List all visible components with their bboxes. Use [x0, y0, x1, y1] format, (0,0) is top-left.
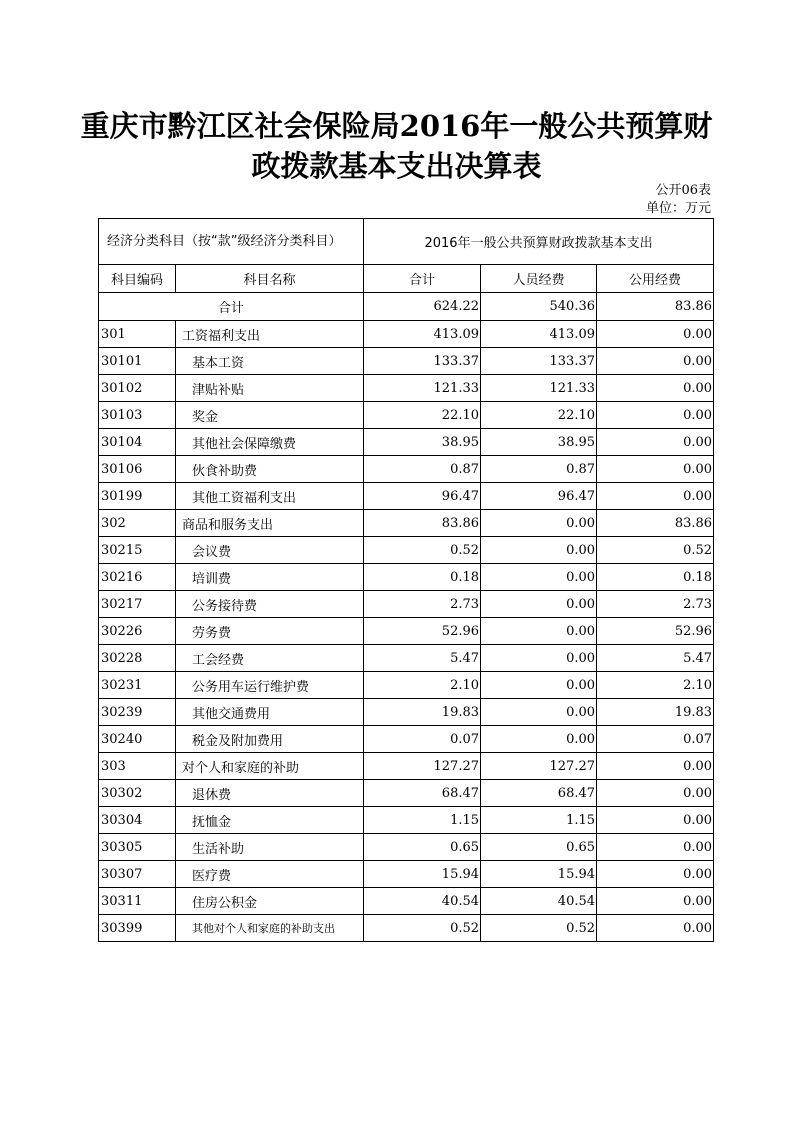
row-code: 30217 [99, 591, 176, 618]
table-row [99, 915, 714, 942]
row-name: 奖金 [176, 402, 364, 429]
row-total: 40.54 [364, 888, 481, 915]
row-total: 413.09 [364, 321, 481, 348]
public-header: 公用经费 [597, 265, 714, 293]
econ-category-header: 经济分类科目（按“款”级经济分类科目） [99, 219, 364, 265]
row-total: 52.96 [364, 618, 481, 645]
table-row [99, 510, 714, 537]
table-row [99, 699, 714, 726]
row-personnel: 413.09 [481, 321, 597, 348]
row-code: 30305 [99, 834, 176, 861]
row-code: 30399 [99, 915, 176, 942]
row-personnel: 38.95 [481, 429, 597, 456]
budget-heading: 2016年一般公共预算财政拨款基本支出 [364, 219, 714, 265]
table-row [99, 861, 714, 888]
row-code: 30102 [99, 375, 176, 402]
table-row [99, 888, 714, 915]
row-public: 0.00 [597, 888, 714, 915]
row-personnel: 0.00 [481, 618, 597, 645]
row-total: 0.87 [364, 456, 481, 483]
row-total: 68.47 [364, 780, 481, 807]
row-personnel: 1.15 [481, 807, 597, 834]
table-row [99, 726, 714, 753]
table-row [99, 834, 714, 861]
row-code: 30304 [99, 807, 176, 834]
row-public: 0.00 [597, 807, 714, 834]
row-personnel: 0.00 [481, 672, 597, 699]
row-name: 伙食补助费 [176, 456, 364, 483]
row-personnel: 15.94 [481, 861, 597, 888]
unit-label: 单位：万元 [645, 201, 711, 216]
row-personnel: 0.00 [481, 726, 597, 753]
table-row [99, 672, 714, 699]
row-personnel: 96.47 [481, 483, 597, 510]
row-total: 15.94 [364, 861, 481, 888]
row-code: 30215 [99, 537, 176, 564]
row-total: 83.86 [364, 510, 481, 537]
row-total: 127.27 [364, 753, 481, 780]
total-row [99, 293, 714, 321]
report-title-line1: 重庆市黔江区社会保险局2016年一般公共预算财 [80, 109, 713, 143]
table-row [99, 321, 714, 348]
row-name: 培训费 [176, 564, 364, 591]
row-total: 133.37 [364, 348, 481, 375]
row-total: 0.52 [364, 537, 481, 564]
row-public: 0.18 [597, 564, 714, 591]
row-name: 住房公积金 [176, 888, 364, 915]
row-total: 0.65 [364, 834, 481, 861]
row-personnel: 121.33 [481, 375, 597, 402]
table-row [99, 753, 714, 780]
table-number: 公开06表 [655, 183, 711, 198]
row-personnel: 127.27 [481, 753, 597, 780]
row-personnel: 0.87 [481, 456, 597, 483]
row-public: 0.00 [597, 321, 714, 348]
row-code: 30106 [99, 456, 176, 483]
row-total: 0.18 [364, 564, 481, 591]
table-row [99, 375, 714, 402]
row-code: 303 [99, 753, 176, 780]
row-code: 30311 [99, 888, 176, 915]
row-name: 基本工资 [176, 348, 364, 375]
row-personnel: 0.00 [481, 699, 597, 726]
row-code: 30216 [99, 564, 176, 591]
row-name: 商品和服务支出 [176, 510, 364, 537]
row-name: 税金及附加费用 [176, 726, 364, 753]
row-personnel: 0.00 [481, 591, 597, 618]
personnel-header: 人员经费 [481, 265, 597, 293]
row-public: 0.00 [597, 375, 714, 402]
total-row-personnel: 540.36 [481, 293, 597, 321]
total-row-label: 合计 [99, 293, 364, 321]
row-name: 对个人和家庭的补助 [176, 753, 364, 780]
row-total: 96.47 [364, 483, 481, 510]
total-row-total: 624.22 [364, 293, 481, 321]
row-total: 121.33 [364, 375, 481, 402]
row-public: 0.00 [597, 861, 714, 888]
header-row-1 [99, 219, 714, 265]
name-header: 科目名称 [176, 265, 364, 293]
row-code: 301 [99, 321, 176, 348]
row-personnel: 0.00 [481, 645, 597, 672]
row-code: 30103 [99, 402, 176, 429]
row-personnel: 0.65 [481, 834, 597, 861]
row-public: 0.00 [597, 753, 714, 780]
row-total: 2.10 [364, 672, 481, 699]
total-row-public: 83.86 [597, 293, 714, 321]
row-code: 30228 [99, 645, 176, 672]
row-public: 2.10 [597, 672, 714, 699]
row-total: 0.52 [364, 915, 481, 942]
row-name: 公务接待费 [176, 591, 364, 618]
row-code: 30239 [99, 699, 176, 726]
row-public: 5.47 [597, 645, 714, 672]
row-personnel: 0.00 [481, 564, 597, 591]
table-row [99, 780, 714, 807]
row-personnel: 0.00 [481, 510, 597, 537]
row-public: 0.00 [597, 834, 714, 861]
header-row-2 [99, 265, 714, 293]
table-row [99, 429, 714, 456]
row-name: 工资福利支出 [176, 321, 364, 348]
table-row [99, 591, 714, 618]
row-code: 30226 [99, 618, 176, 645]
row-public: 0.07 [597, 726, 714, 753]
row-total: 19.83 [364, 699, 481, 726]
row-public: 0.00 [597, 915, 714, 942]
row-total: 5.47 [364, 645, 481, 672]
row-public: 19.83 [597, 699, 714, 726]
row-name: 其他交通费用 [176, 699, 364, 726]
row-name: 会议费 [176, 537, 364, 564]
row-name: 生活补助 [176, 834, 364, 861]
table-row [99, 456, 714, 483]
row-name: 其他社会保障缴费 [176, 429, 364, 456]
code-header: 科目编码 [99, 265, 176, 293]
table-row [99, 537, 714, 564]
row-personnel: 0.52 [481, 915, 597, 942]
row-personnel: 22.10 [481, 402, 597, 429]
row-name: 抚恤金 [176, 807, 364, 834]
table-row [99, 645, 714, 672]
row-public: 0.00 [597, 348, 714, 375]
row-name: 其他工资福利支出 [176, 483, 364, 510]
row-name: 劳务费 [176, 618, 364, 645]
row-code: 30302 [99, 780, 176, 807]
row-name: 其他对个人和家庭的补助支出 [176, 915, 364, 942]
row-code: 302 [99, 510, 176, 537]
row-name: 工会经费 [176, 645, 364, 672]
expenditure-table [98, 218, 714, 942]
row-total: 38.95 [364, 429, 481, 456]
table-row [99, 807, 714, 834]
row-public: 0.00 [597, 429, 714, 456]
row-personnel: 0.00 [481, 537, 597, 564]
row-code: 30231 [99, 672, 176, 699]
table-row [99, 402, 714, 429]
row-personnel: 133.37 [481, 348, 597, 375]
row-name: 医疗费 [176, 861, 364, 888]
row-public: 0.00 [597, 483, 714, 510]
table-row [99, 618, 714, 645]
row-public: 0.00 [597, 456, 714, 483]
row-public: 2.73 [597, 591, 714, 618]
row-total: 22.10 [364, 402, 481, 429]
row-code: 30307 [99, 861, 176, 888]
row-public: 83.86 [597, 510, 714, 537]
table-row [99, 348, 714, 375]
row-name: 退休费 [176, 780, 364, 807]
report-title-line2: 政拨款基本支出决算表 [251, 149, 542, 183]
row-public: 0.00 [597, 402, 714, 429]
row-name: 津贴补贴 [176, 375, 364, 402]
total-header: 合计 [364, 265, 481, 293]
row-code: 30104 [99, 429, 176, 456]
table-row [99, 483, 714, 510]
table-row [99, 564, 714, 591]
row-total: 0.07 [364, 726, 481, 753]
row-personnel: 68.47 [481, 780, 597, 807]
row-total: 2.73 [364, 591, 481, 618]
row-code: 30199 [99, 483, 176, 510]
row-public: 0.52 [597, 537, 714, 564]
row-code: 30240 [99, 726, 176, 753]
row-name: 公务用车运行维护费 [176, 672, 364, 699]
row-public: 0.00 [597, 780, 714, 807]
row-public: 52.96 [597, 618, 714, 645]
row-code: 30101 [99, 348, 176, 375]
row-total: 1.15 [364, 807, 481, 834]
row-personnel: 40.54 [481, 888, 597, 915]
